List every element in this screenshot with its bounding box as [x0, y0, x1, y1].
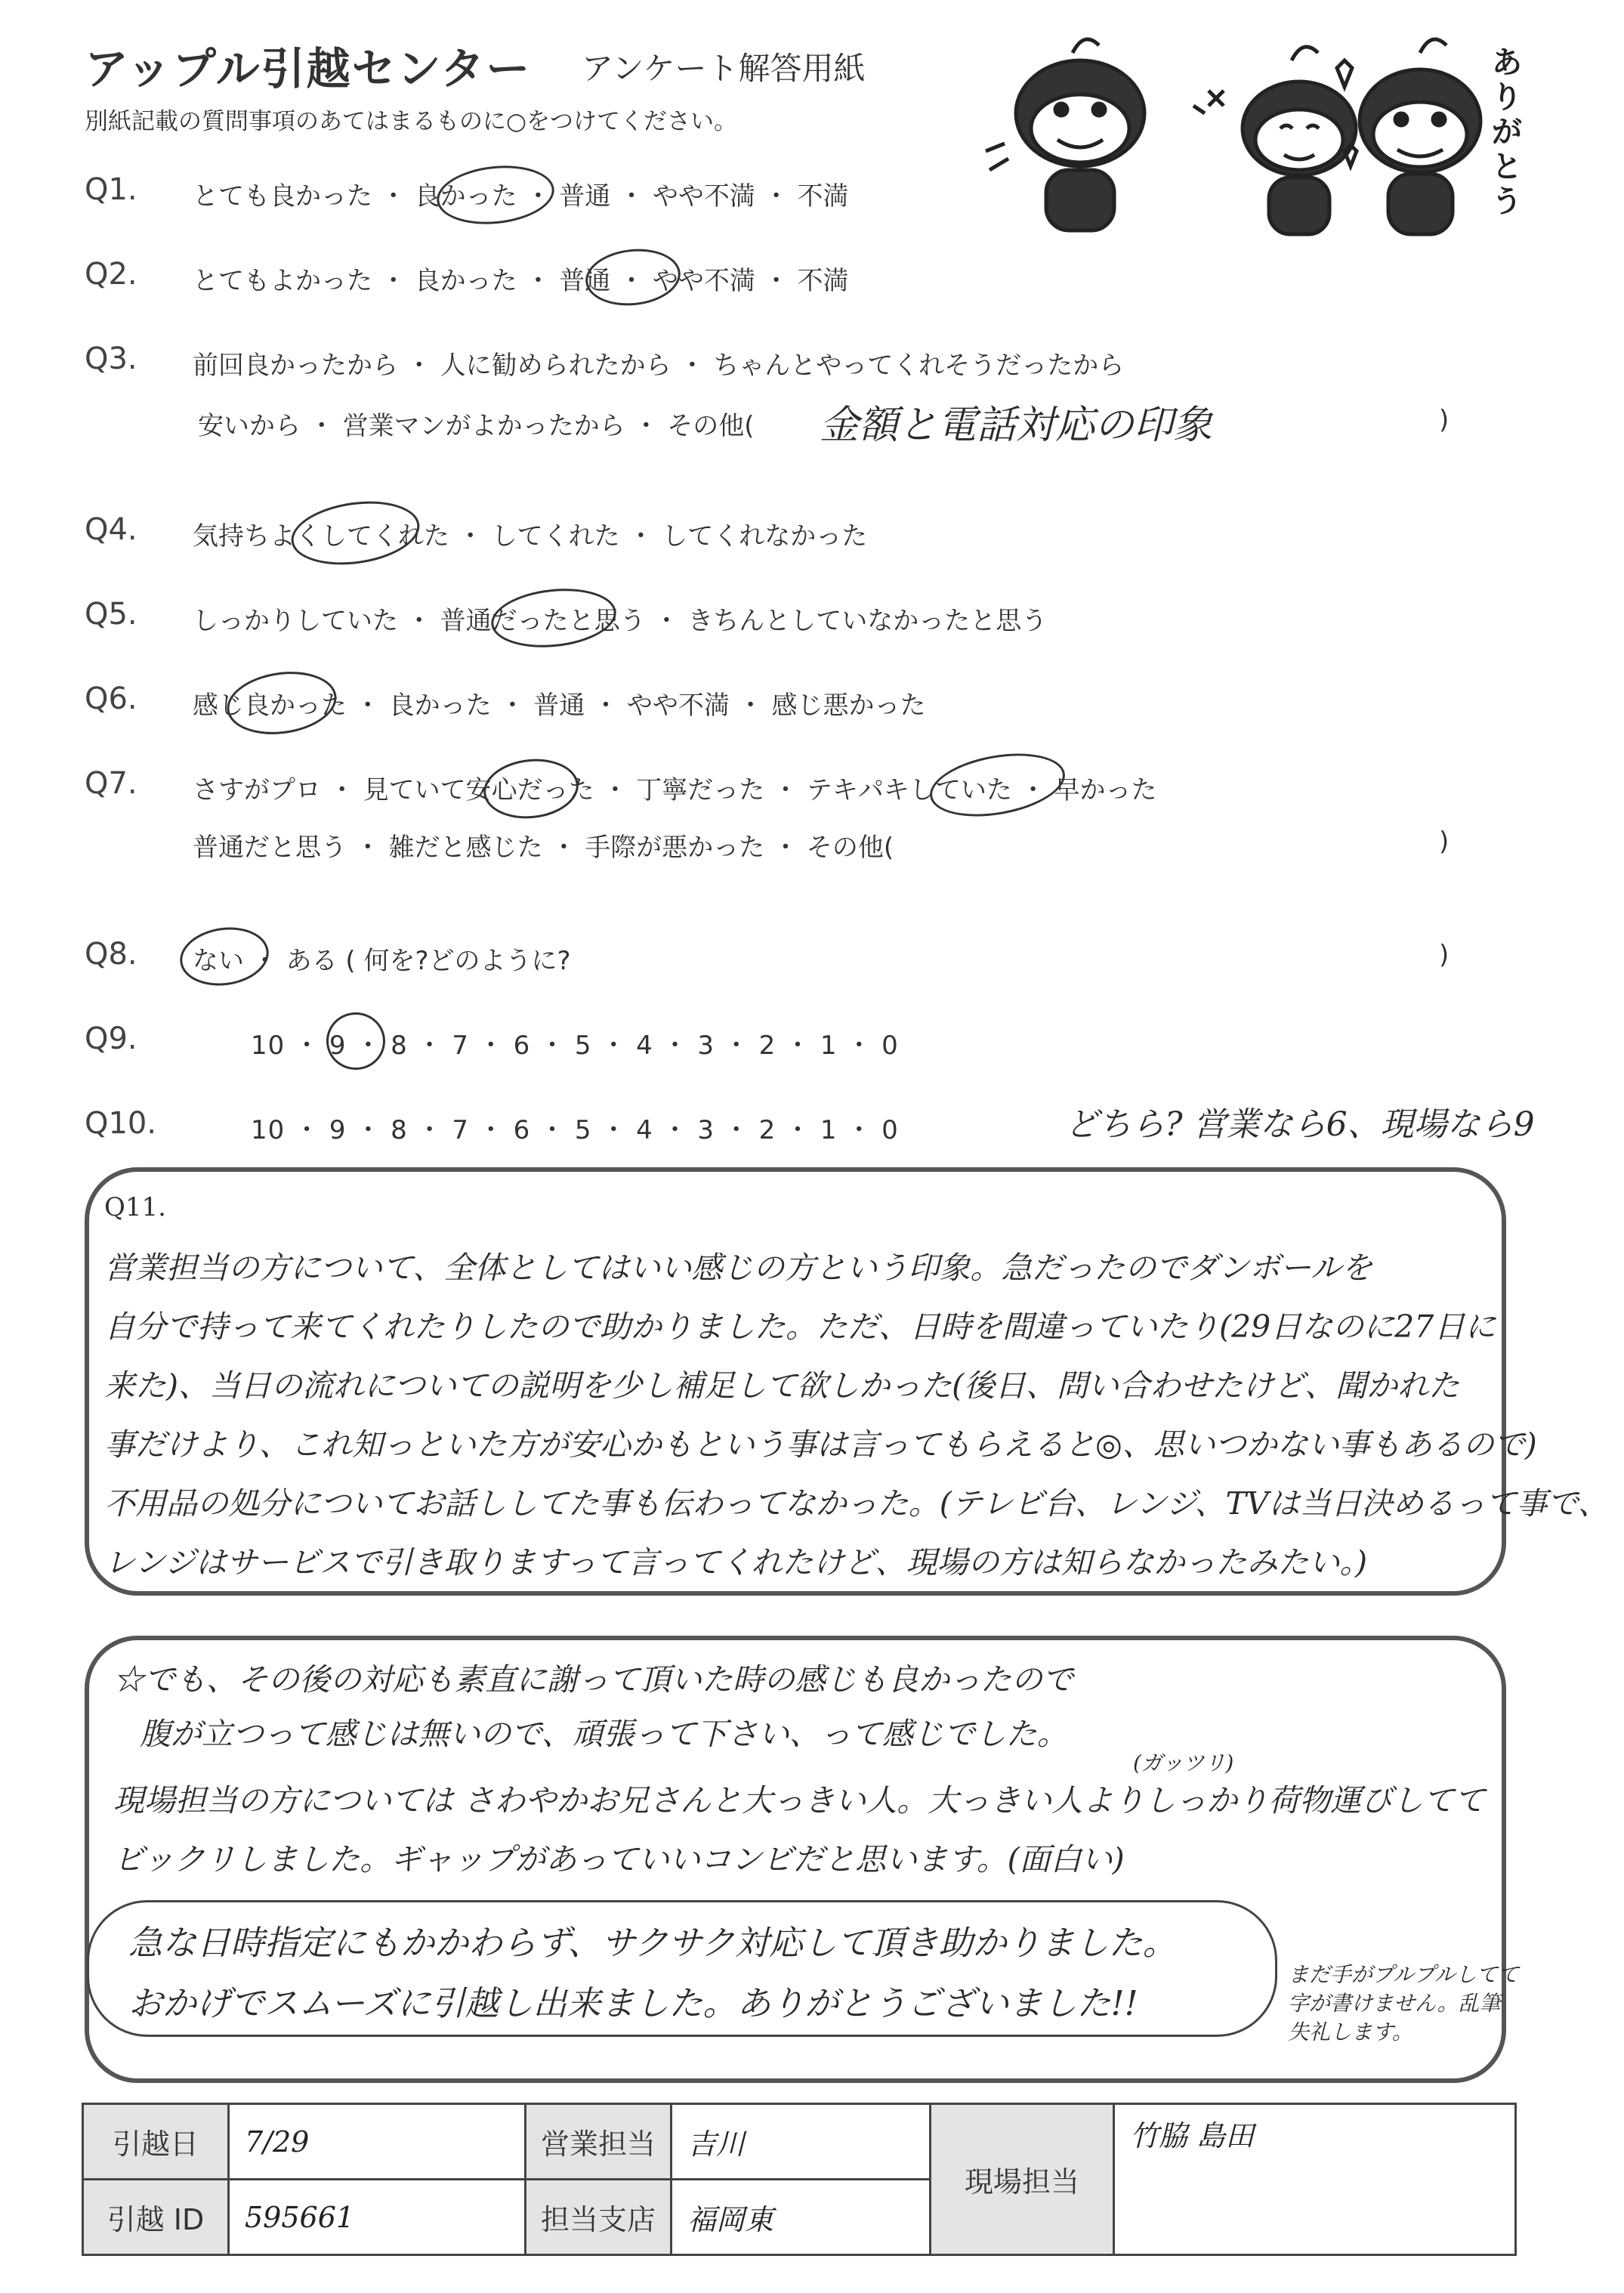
q8-answer-circle: [176, 922, 272, 991]
q10-scale: 10 ・ 9 ・ 8 ・ 7 ・ 6 ・ 5 ・ 4 ・ 3 ・ 2 ・ 1 ・ 0: [251, 1115, 899, 1145]
branch-label: 担当支店: [526, 2180, 672, 2255]
q11-line-4: 事だけより、これ知っといた方が安心かもという事は言ってもらえると◎、思いつかない事もあるので): [104, 1426, 1537, 1463]
q10-handwritten-note: どちら? 営業なら6、現場なら9: [1065, 1105, 1535, 1144]
comment3-enclosure: [87, 1900, 1277, 2037]
field-staff-value: 竹脇 島田: [1114, 2104, 1516, 2255]
mascot-monkeys-icon: [982, 23, 1526, 249]
q11-line-5: 不用品の処分についてお話ししてた事も伝わってなかった。(テレビ台、レンジ、TVは当日決めるって事で、: [104, 1485, 1609, 1522]
q1-label: Q1.: [85, 172, 137, 207]
q11-line-3: 来た)、当日の流れについての説明を少し補足して欲しかった(後日、問い合わせたけど、聞かれた: [104, 1367, 1460, 1404]
q7-answer-circle-1: [480, 755, 581, 824]
move-id-value: 595661: [229, 2180, 526, 2255]
survey-form-subtitle: アンケート解答用紙: [582, 50, 866, 87]
comment2-line-3: 現場担当の方については さわやかお兄さんと大っきい人。大っきい人よりしっかり荷物運びしてて: [113, 1782, 1486, 1819]
q10-label: Q10.: [85, 1106, 157, 1141]
q3-options-line1: 前回良かったから ・ 人に勧められたから ・ ちゃんとやってくれそうだったから: [193, 351, 1125, 381]
footer-info-table: [82, 2103, 1517, 2256]
move-id-label: 引越 ID: [83, 2180, 229, 2255]
q9-answer-circle: [326, 1012, 385, 1070]
sales-value: 吉川: [672, 2104, 931, 2180]
instruction-text: 別紙記載の質問事項のあてはまるものに○をつけてください。: [85, 108, 738, 135]
comment2-annotation: (ガッツリ): [1133, 1751, 1234, 1775]
comment3-line-1: 急な日時指定にもかかわらず、サクサク対応して頂き助かりました。: [128, 1923, 1177, 1963]
q11-line-2: 自分で持って来てくれたりしたので助かりました。ただ、日時を間違っていたり(29日なのに27日に: [104, 1309, 1496, 1345]
q8-close-paren: ): [1439, 940, 1450, 970]
q8-options: ない ・ ある ( 何を?どのように?: [193, 946, 571, 976]
q6-label: Q6.: [85, 681, 137, 716]
q4-label: Q4.: [85, 512, 137, 547]
q2-label: Q2.: [85, 257, 137, 292]
comment2-line-4: ビックリしました。ギャップがあっていいコンビだと思います。(面白い): [113, 1841, 1125, 1877]
side-note-line-2: 字が書けません。乱筆: [1288, 1991, 1501, 2016]
q1-answer-circle: [434, 160, 557, 230]
q4-answer-circle: [287, 493, 424, 572]
q2-answer-circle: [582, 245, 683, 311]
q6-options: 感じ良かった ・ 良かった ・ 普通 ・ やや不満 ・ 感じ悪かった: [193, 691, 926, 721]
move-date-label: 引越日: [83, 2104, 229, 2180]
q11-line-1: 営業担当の方について、全体としてはいい感じの方という印象。急だったのでダンボールを: [104, 1250, 1372, 1286]
q2-options: とてもよかった ・ 良かった ・ 普通 ・ やや不満 ・ 不満: [193, 266, 849, 296]
q7-label: Q7.: [85, 766, 137, 801]
q9-label: Q9.: [85, 1021, 137, 1056]
comment2-line-2: 腹が立つって感じは無いので、頑張って下さい、って感じでした。: [140, 1716, 1068, 1752]
comment2-line-1: ☆でも、その後の対応も素直に謝って頂いた時の感じも良かったので: [113, 1661, 1073, 1698]
move-date-value: 7/29: [229, 2104, 526, 2180]
sales-label: 営業担当: [526, 2104, 672, 2180]
branch-value: 福岡東: [672, 2180, 931, 2255]
side-note-line-1: まだ手がプルプルしてて: [1288, 1962, 1519, 1987]
side-note: [1288, 1961, 1519, 2047]
q7-options-line2: 普通だと思う ・ 雑だと感じた ・ 手際が悪かった ・ その他(: [193, 833, 894, 863]
survey-company-title: アップル引越センター: [85, 43, 532, 94]
q7-options-line1: さすがプロ ・ 見ていて安心だった ・ 丁寧だった ・ テキパキしていた ・ 早かった: [193, 775, 1157, 805]
q8-label: Q8.: [85, 937, 137, 972]
q5-answer-circle: [488, 583, 619, 654]
mascot-thanks-text: ありがとう: [1492, 45, 1522, 219]
q3-label: Q3.: [85, 341, 137, 376]
q7-answer-circle-2: [925, 744, 1070, 826]
q3-other-handwritten: 金額と電話対応の印象: [820, 403, 1213, 448]
q3-close-paren: ): [1439, 405, 1450, 435]
q7-close-paren: ): [1439, 827, 1450, 857]
q3-options-line2: 安いから ・ 営業マンがよかったから ・ その他(: [198, 411, 755, 441]
q5-options: しっかりしていた ・ 普通だったと思う ・ きちんとしていなかったと思う: [193, 606, 1048, 636]
q11-line-6: レンジはサービスで引き取りますって言ってくれたけど、現場の方は知らなかったみたい。): [104, 1544, 1367, 1581]
comment3-line-2: おかげでスムーズに引越し出来ました。ありがとうございました!!: [128, 1983, 1138, 2023]
q1-options: とても良かった ・ 良かった ・ 普通 ・ やや不満 ・ 不満: [193, 181, 849, 212]
q11-label: Q11.: [104, 1192, 166, 1222]
field-staff-label: 現場担当: [931, 2104, 1114, 2255]
q4-options: 気持ちよくしてくれた ・ してくれた ・ してくれなかった: [193, 521, 868, 552]
q6-answer-circle: [223, 665, 341, 741]
q5-label: Q5.: [85, 597, 137, 632]
side-note-line-3: 失礼します。: [1288, 2020, 1413, 2044]
q9-scale: 10 ・ 9 ・ 8 ・ 7 ・ 6 ・ 5 ・ 4 ・ 3 ・ 2 ・ 1 ・ 0: [251, 1031, 899, 1061]
